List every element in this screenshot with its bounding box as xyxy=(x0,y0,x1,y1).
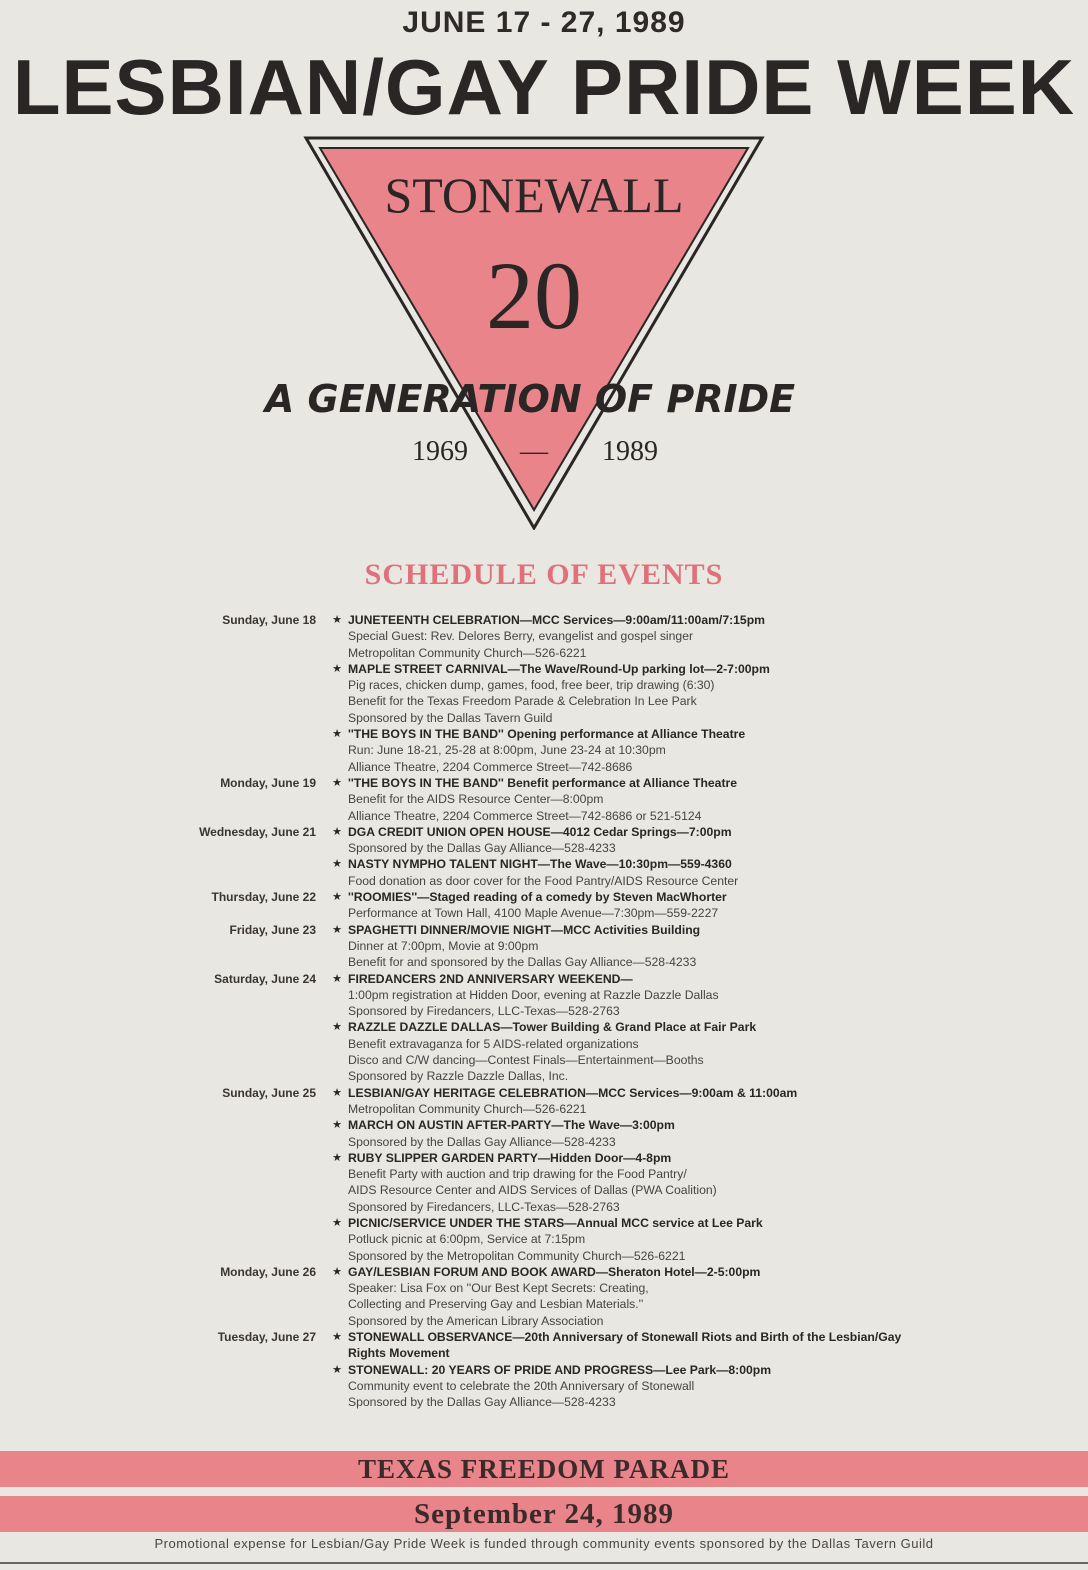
page-title: LESBIAN/GAY PRIDE WEEK xyxy=(12,43,1076,131)
event-detail: Performance at Town Hall, 4100 Maple Avenue—7:30pm—559-2227 xyxy=(348,906,719,921)
day-events xyxy=(326,889,930,922)
event-detail: Sponsored by the Metropolitan Community Church—526-6221 xyxy=(348,1248,686,1263)
logo-stonewall-text: STONEWALL xyxy=(384,167,684,223)
event-body xyxy=(348,922,930,971)
event-detail: Sponsored by the American Library Association xyxy=(348,1313,604,1328)
event-detail: Benefit extravaganza for 5 AIDS-related organizations xyxy=(348,1036,639,1051)
event-title: MAPLE STREET CARNIVAL—The Wave/Round-Up parking lot—2-7:00pm xyxy=(348,661,770,676)
schedule-day xyxy=(150,824,930,889)
event-detail: Benefit for the AIDS Resource Center—8:00pm xyxy=(348,792,604,807)
event-title: RAZZLE DAZZLE DALLAS—Tower Building & Grand Place at Fair Park xyxy=(348,1020,757,1035)
event-detail: Community event to celebrate the 20th Anniversary of Stonewall xyxy=(348,1378,695,1393)
event-body xyxy=(348,1085,930,1118)
event-title: GAY/LESBIAN FORUM AND BOOK AWARD—Sheraton Hotel—2-5:00pm xyxy=(348,1264,761,1279)
day-label: Sunday, June 25 xyxy=(222,1085,316,1100)
event-title: DGA CREDIT UNION OPEN HOUSE—4012 Cedar Springs—7:00pm xyxy=(348,824,732,839)
event-detail: Sponsored by the Dallas Tavern Guild xyxy=(348,710,553,725)
event-detail: Sponsored by the Dallas Gay Alliance—528-4233 xyxy=(348,841,616,856)
event-title: ''THE BOYS IN THE BAND'' Opening performance at Alliance Theatre xyxy=(348,727,746,742)
star-bullet-icon: ★ xyxy=(332,1021,342,1034)
day-label: Friday, June 23 xyxy=(229,922,316,937)
star-bullet-icon: ★ xyxy=(332,1265,342,1278)
event-detail: Sponsored by the Dallas Gay Alliance—528-4233 xyxy=(348,1395,616,1410)
schedule-day xyxy=(150,922,930,971)
event-detail: Metropolitan Community Church—526-6221 xyxy=(348,1101,587,1116)
day-events xyxy=(326,612,930,775)
schedule-day xyxy=(150,971,930,1085)
star-bullet-icon: ★ xyxy=(332,1216,342,1229)
event-title: SPAGHETTI DINNER/MOVIE NIGHT—MCC Activities Building xyxy=(348,922,701,937)
star-bullet-icon: ★ xyxy=(332,662,342,675)
event-detail: Disco and C/W dancing—Contest Finals—Entertainment—Booths xyxy=(348,1053,704,1068)
day-label: Tuesday, June 27 xyxy=(217,1330,316,1345)
logo-year-start: 1969 xyxy=(412,436,468,467)
event-title: MARCH ON AUSTIN AFTER-PARTY—The Wave—3:00pm xyxy=(348,1118,675,1133)
star-bullet-icon: ★ xyxy=(332,858,342,871)
star-bullet-icon: ★ xyxy=(332,1363,342,1376)
event-item xyxy=(326,1150,930,1215)
day-events xyxy=(326,1264,930,1329)
logo-year-end: 1989 xyxy=(602,436,658,467)
event-item xyxy=(326,1215,930,1264)
event-detail: Benefit for and sponsored by the Dallas Gay Alliance—528-4233 xyxy=(348,955,697,970)
event-body xyxy=(348,1215,930,1264)
event-item xyxy=(326,1085,930,1118)
parade-title-band xyxy=(0,1451,1088,1487)
event-item xyxy=(326,971,930,1020)
star-bullet-icon: ★ xyxy=(332,614,342,626)
event-body xyxy=(348,1019,930,1084)
event-body xyxy=(348,856,930,889)
event-title: JUNETEENTH CELEBRATION—MCC Services—9:00am/11:00am/7:15pm xyxy=(348,613,765,627)
star-bullet-icon: ★ xyxy=(332,923,342,936)
event-item xyxy=(326,1117,930,1150)
event-item xyxy=(326,856,930,889)
event-body xyxy=(348,889,930,922)
day-label: Monday, June 19 xyxy=(220,775,316,790)
day-events xyxy=(326,1329,930,1410)
event-item xyxy=(326,824,930,857)
event-detail: AIDS Resource Center and AIDS Services of Dallas (PWA Coalition) xyxy=(348,1183,717,1198)
event-item xyxy=(326,612,930,661)
event-item xyxy=(326,726,930,775)
event-body xyxy=(348,612,930,661)
day-events xyxy=(326,824,930,889)
schedule-list xyxy=(150,612,930,1411)
event-item xyxy=(326,922,930,971)
star-bullet-icon: ★ xyxy=(332,1086,342,1099)
event-item xyxy=(326,775,930,824)
event-detail: Sponsored by Firedancers, LLC-Texas—528-2763 xyxy=(348,1004,620,1019)
day-events xyxy=(326,1085,930,1264)
day-label: Wednesday, June 21 xyxy=(199,824,316,839)
stonewall-20-logo xyxy=(240,130,820,530)
schedule-day xyxy=(150,1329,930,1410)
event-title: STONEWALL OBSERVANCE—20th Anniversary of Stonewall Riots and Birth of the Lesbian/Gay Rights Movement xyxy=(348,1330,902,1361)
event-item xyxy=(326,1329,930,1362)
parade-date-band xyxy=(0,1496,1088,1532)
event-body xyxy=(348,1264,930,1329)
event-body xyxy=(348,1329,930,1362)
event-detail: 1:00pm registration at Hidden Door, evening at Razzle Dazzle Dallas xyxy=(348,987,719,1002)
logo-number-20: 20 xyxy=(486,242,582,349)
event-item xyxy=(326,661,930,726)
event-title: PICNIC/SERVICE UNDER THE STARS—Annual MCC service at Lee Park xyxy=(348,1215,763,1230)
event-body xyxy=(348,1362,930,1411)
footer-divider xyxy=(0,1562,1088,1564)
star-bullet-icon: ★ xyxy=(332,891,342,904)
event-detail: Collecting and Preserving Gay and Lesbian Materials.'' xyxy=(348,1297,644,1312)
event-detail: Sponsored by Razzle Dazzle Dallas, Inc. xyxy=(348,1069,569,1084)
event-detail: Potluck picnic at 6:00pm, Service at 7:15pm xyxy=(348,1232,586,1247)
event-body xyxy=(348,971,930,1020)
event-title: FIREDANCERS 2ND ANNIVERSARY WEEKEND— xyxy=(348,971,633,986)
star-bullet-icon: ★ xyxy=(332,1119,342,1132)
star-bullet-icon: ★ xyxy=(332,776,342,789)
event-detail: Pig races, chicken dump, games, food, free beer, trip drawing (6:30) xyxy=(348,678,715,693)
event-detail: Special Guest: Rev. Delores Berry, evangelist and gospel singer xyxy=(348,629,694,644)
schedule-day xyxy=(150,1264,930,1329)
schedule-day xyxy=(150,1085,930,1264)
day-label: Monday, June 26 xyxy=(220,1264,316,1279)
event-title: RUBY SLIPPER GARDEN PARTY—Hidden Door—4-8pm xyxy=(348,1150,672,1165)
event-title: STONEWALL: 20 YEARS OF PRIDE AND PROGRESS—Lee Park—8:00pm xyxy=(348,1362,772,1377)
event-item xyxy=(326,889,930,922)
schedule-day xyxy=(150,775,930,824)
footer-note: Promotional expense for Lesbian/Gay Pride Week is funded through community events sponsored by the Dallas Tavern Guild xyxy=(154,1536,934,1551)
event-body xyxy=(348,726,930,775)
parade-title: TEXAS FREEDOM PARADE xyxy=(357,1454,730,1484)
star-bullet-icon: ★ xyxy=(332,728,342,741)
event-title: ''ROOMIES''—Staged reading of a comedy by Steven MacWhorter xyxy=(348,890,727,905)
day-label: Sunday, June 18 xyxy=(222,613,316,627)
event-body xyxy=(348,824,930,857)
day-events xyxy=(326,971,930,1085)
star-bullet-icon: ★ xyxy=(332,972,342,985)
event-detail: Food donation as door cover for the Food Pantry/AIDS Resource Center xyxy=(348,873,739,888)
star-bullet-icon: ★ xyxy=(332,1151,342,1164)
event-detail: Sponsored by the Dallas Gay Alliance—528-4233 xyxy=(348,1134,616,1149)
event-body xyxy=(348,1117,930,1150)
day-events xyxy=(326,922,930,971)
parade-date: September 24, 1989 xyxy=(414,1498,674,1530)
schedule-day xyxy=(150,889,930,922)
day-label: Thursday, June 22 xyxy=(211,890,316,905)
event-title: LESBIAN/GAY HERITAGE CELEBRATION—MCC Services—9:00am & 11:00am xyxy=(348,1085,798,1100)
event-item xyxy=(326,1019,930,1084)
event-body xyxy=(348,1150,930,1215)
logo-tagline: A GENERATION OF PRIDE xyxy=(264,377,796,421)
event-detail: Alliance Theatre, 2204 Commerce Street—742-8686 xyxy=(348,759,633,774)
event-detail: Benefit Party with auction and trip drawing for the Food Pantry/ xyxy=(348,1167,687,1182)
star-bullet-icon: ★ xyxy=(332,825,342,838)
event-item xyxy=(326,1264,930,1329)
event-body xyxy=(348,661,930,726)
event-detail: Alliance Theatre, 2204 Commerce Street—742-8686 or 521-5124 xyxy=(348,808,702,823)
event-detail: Run: June 18-21, 25-28 at 8:00pm, June 23-24 at 10:30pm xyxy=(348,743,666,758)
day-label: Saturday, June 24 xyxy=(214,971,316,986)
event-detail: Benefit for the Texas Freedom Parade & Celebration In Lee Park xyxy=(348,694,697,709)
star-bullet-icon: ★ xyxy=(332,1331,342,1344)
event-title: ''THE BOYS IN THE BAND'' Benefit performance at Alliance Theatre xyxy=(348,775,738,790)
schedule-heading: SCHEDULE OF EVENTS xyxy=(364,558,724,591)
event-dates: JUNE 17 - 27, 1989 xyxy=(402,6,686,39)
schedule-day xyxy=(150,612,930,775)
day-events xyxy=(326,775,930,824)
logo-year-dash: — xyxy=(520,436,548,467)
event-body xyxy=(348,775,930,824)
event-detail: Sponsored by Firedancers, LLC-Texas—528-2763 xyxy=(348,1199,620,1214)
event-detail: Metropolitan Community Church—526-6221 xyxy=(348,645,587,660)
event-detail: Speaker: Lisa Fox on ''Our Best Kept Secrets: Creating, xyxy=(348,1281,649,1296)
event-title: NASTY NYMPHO TALENT NIGHT—The Wave—10:30pm—559-4360 xyxy=(348,857,732,872)
event-item xyxy=(326,1362,930,1411)
event-detail: Dinner at 7:00pm, Movie at 9:00pm xyxy=(348,938,539,953)
